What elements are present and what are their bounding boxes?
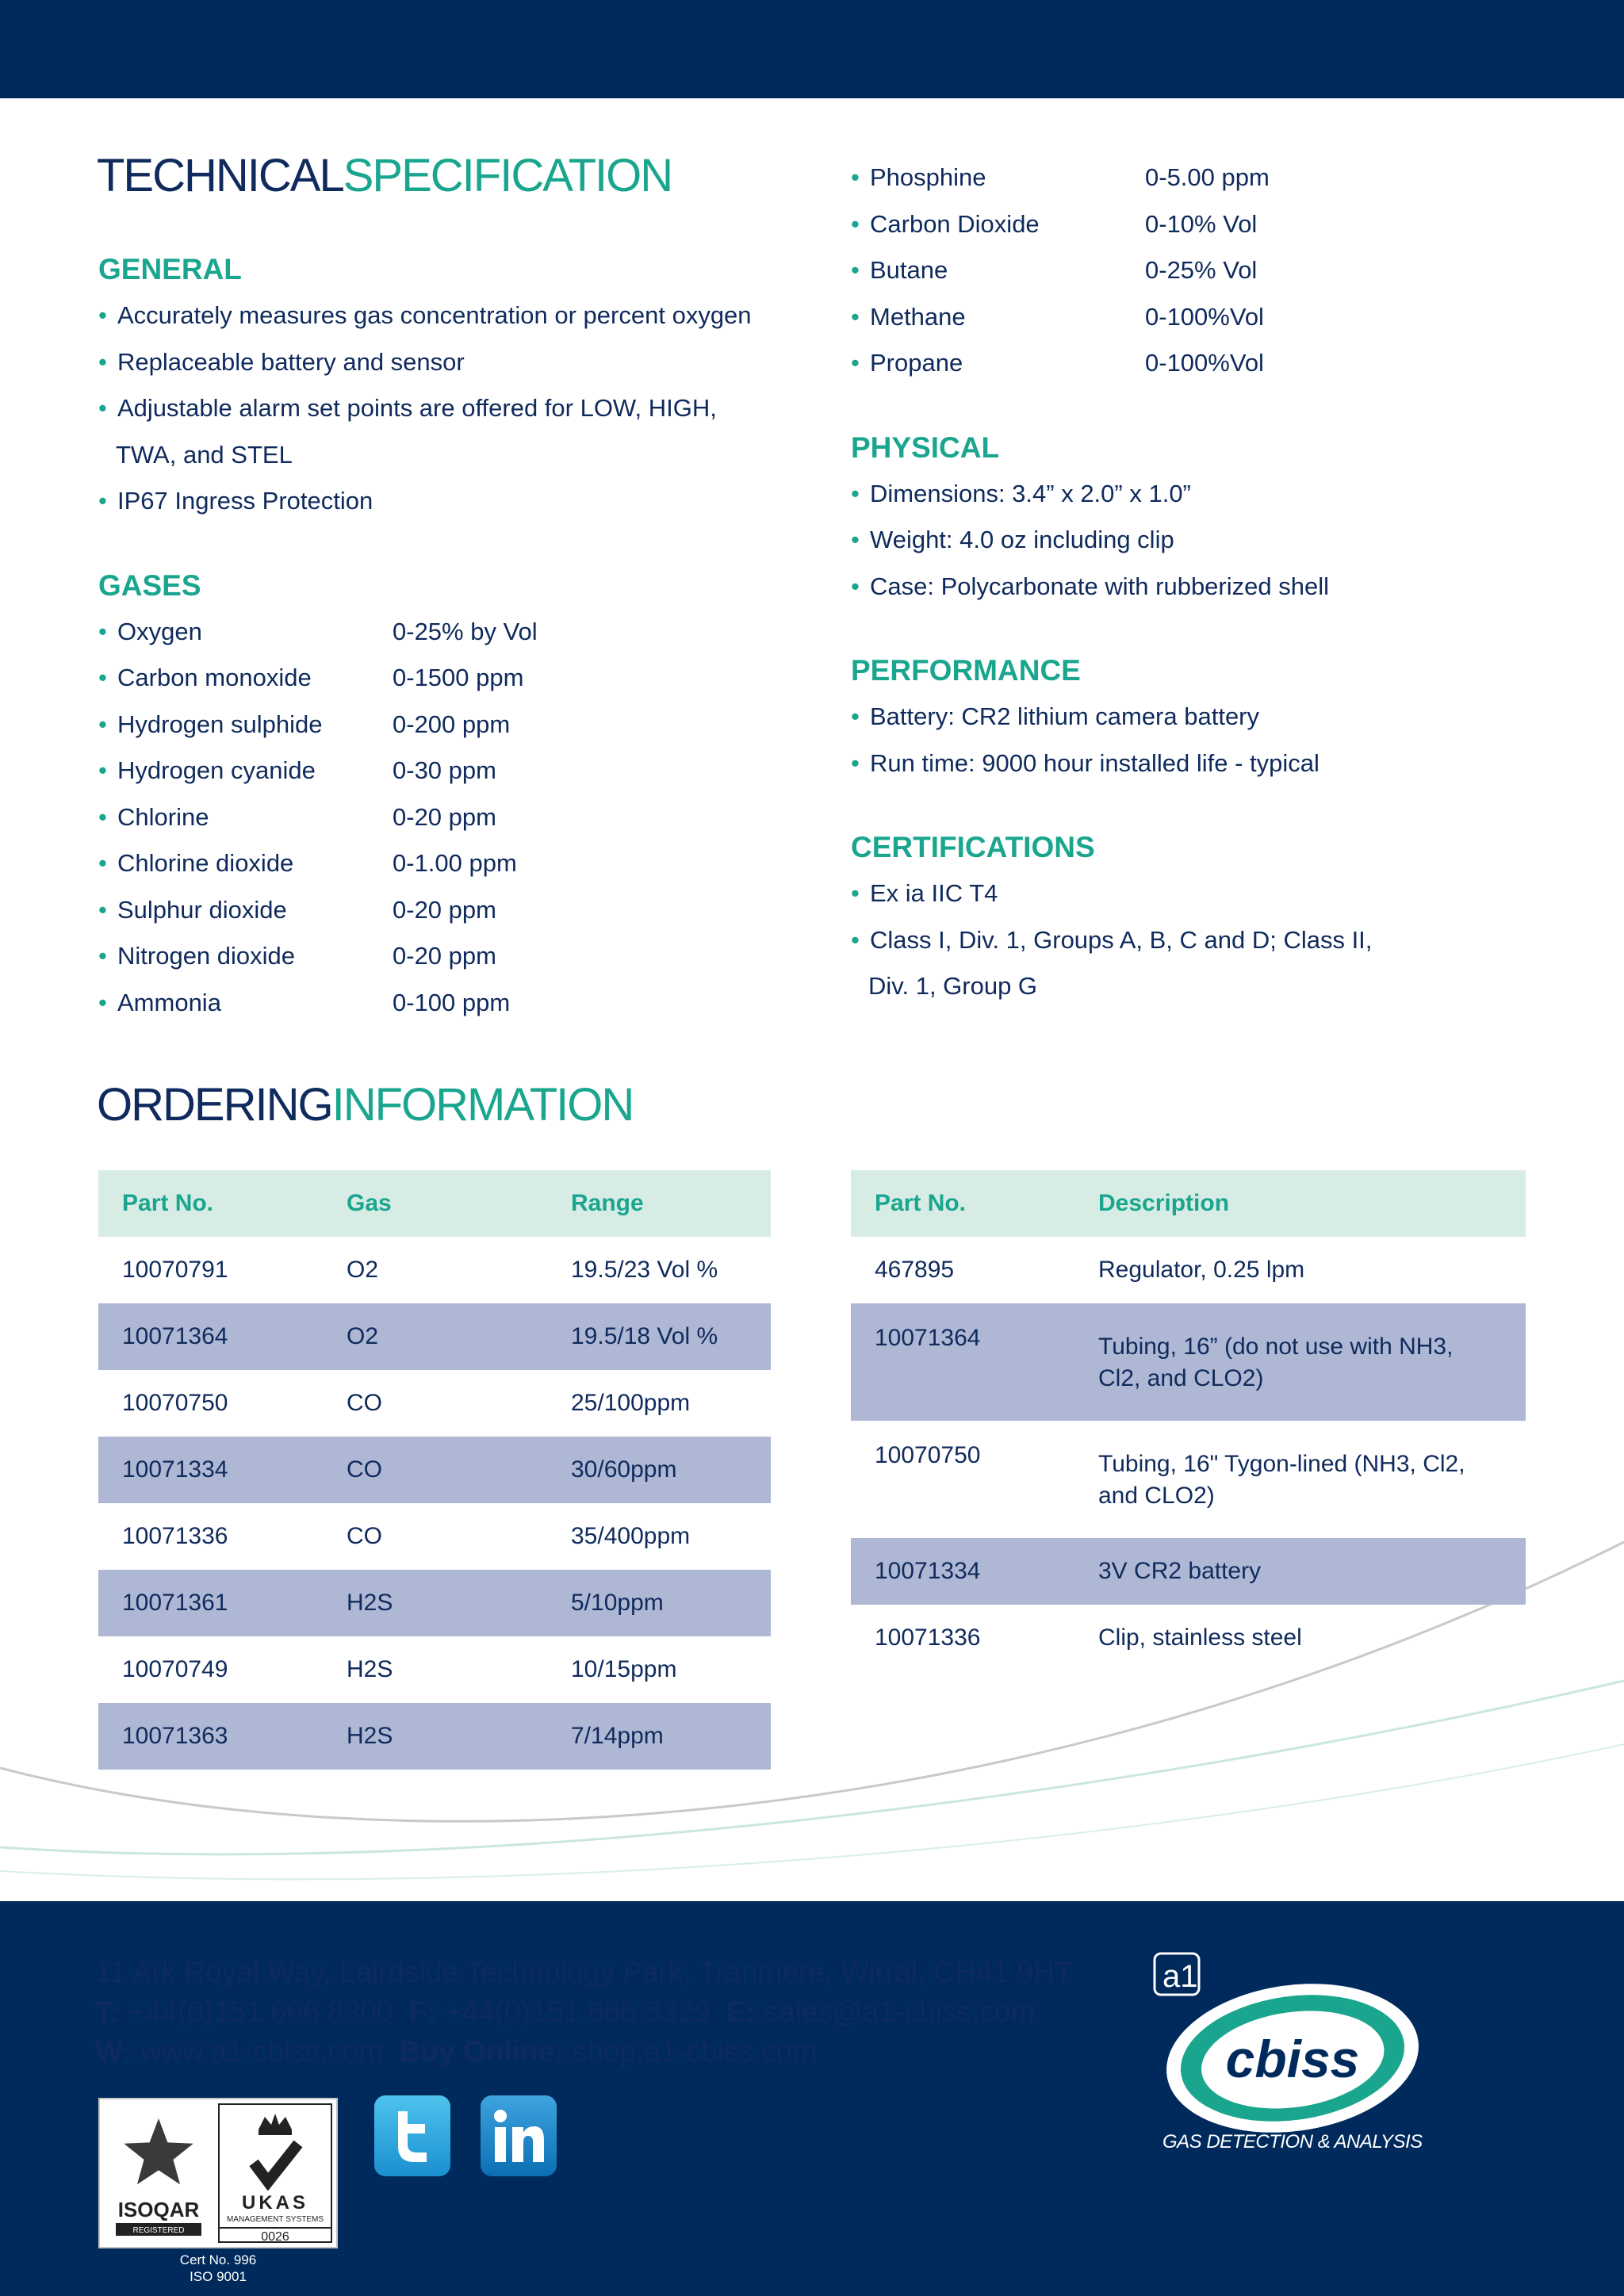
linkedin-icon[interactable] [481,2095,557,2176]
performance-item: • Run time: 9000 hour installed life - typical [851,740,1565,787]
table-row [98,1303,771,1370]
gas-row: • Phosphine 0-5.00 ppm [851,155,1565,201]
gas-cell: H2S [323,1703,547,1770]
range-cell: 10/15ppm [571,1656,677,1682]
table-row [851,1237,1526,1303]
svg-text:MANAGEMENT SYSTEMS: MANAGEMENT SYSTEMS [226,2215,324,2224]
sensor-order-table [98,1170,771,1770]
spec-left-column [98,247,796,1026]
svg-text:0026: 0026 [261,2230,289,2244]
column-header-description: Description [1074,1170,1526,1237]
column-header-part-no: Part No. [98,1170,323,1237]
footer-address: 11 Ark Royal Way, Lairdside Technology Park, Tranmere, Wirral, CH41 9HT [95,1956,1073,1988]
range-cell: 25/100ppm [571,1390,691,1416]
certification-item: • Class I, Div. 1, Groups A, B, C and D; Class II, [851,917,1565,964]
footer-contact-line: T: +44(0)151 666 8300 F: +44(0)151 666 8329 E: sales@a1-cbiss.com [95,1996,1036,2028]
part-no-cell: 10071334 [851,1538,1074,1605]
table-header-row [851,1170,1526,1237]
certificate-number: Cert No. 996 ISO 9001 [179,2252,257,2284]
description-cell: 3V CR2 battery [1074,1538,1526,1605]
general-item: • Adjustable alarm set points are offered for LOW, HIGH, [98,385,796,432]
gas-cell: O2 [323,1303,547,1370]
gas-row: • Hydrogen sulphide 0-200 ppm [98,702,796,748]
table-row [98,1370,771,1437]
gas-cell: H2S [347,1656,393,1682]
gas-row: • Carbon monoxide 0-1500 ppm [98,655,796,702]
physical-item: • Case: Polycarbonate with rubberized shell [851,564,1565,610]
part-no-cell: 10071361 [98,1570,323,1636]
gas-cell: CO [347,1523,382,1549]
general-title: GENERAL [98,253,242,285]
physical-item: • Weight: 4.0 oz including clip [851,517,1565,564]
top-band [0,0,1624,98]
part-no-cell: 10071334 [98,1437,323,1503]
gases-title: GASES [98,568,201,602]
column-header-range: Range [547,1170,771,1237]
range-cell: 35/400ppm [571,1523,691,1549]
svg-text:a1: a1 [1162,1959,1198,1994]
table-row [98,1703,771,1770]
part-no-cell: 10070791 [122,1257,228,1283]
range-cell: 7/14ppm [547,1703,771,1770]
gas-row: • Carbon Dioxide 0-10% Vol [851,201,1565,248]
footer-web-line: W: www.a1-cbiss.com Buy Online: shop.a1-cbiss.com [95,2035,818,2068]
range-cell: 19.5/18 Vol % [547,1303,771,1370]
ukas-logo [219,2104,331,2244]
part-no-cell: 10071363 [98,1703,323,1770]
general-item: • Replaceable battery and sensor [98,339,796,386]
website-link[interactable]: www.a1-cbiss.com [140,2035,384,2068]
gases-list [98,609,796,1027]
description-cell: Regulator, 0.25 lpm [1098,1257,1305,1283]
part-no-cell: 10070749 [122,1656,228,1682]
spec-right-column [851,155,1565,1010]
gas-row: • Methane 0-100%Vol [851,294,1565,341]
part-no-cell: 10071364 [851,1303,1074,1421]
tech-spec-heading: TECHNICALSPECIFICATION [97,150,672,201]
table-row [98,1503,771,1570]
table-row [98,1237,771,1303]
certifications-title: CERTIFICATIONS [851,831,1095,863]
performance-title: PERFORMANCE [851,654,1081,687]
svg-text:cbiss: cbiss [1225,2030,1360,2088]
email-link[interactable]: sales@a1-cbiss.com [764,1996,1036,2028]
table-row [851,1421,1526,1538]
table-header-row [98,1170,771,1237]
logo-tagline: GAS DETECTION & ANALYSIS [1162,2131,1423,2152]
gas-cell: CO [323,1437,547,1503]
gas-row: • Butane 0-25% Vol [851,247,1565,294]
table-row [98,1437,771,1503]
svg-text:REGISTERED: REGISTERED [132,2226,185,2235]
gas-row: • Ammonia 0-100 ppm [98,980,796,1027]
phone-number[interactable]: +44(0)151 666 8300 [128,1996,393,2028]
gas-cell: O2 [347,1257,379,1283]
gas-row: • Hydrogen cyanide 0-30 ppm [98,748,796,794]
description-cell: Clip, stainless steel [1098,1624,1302,1651]
column-header-part-no: Part No. [851,1170,1074,1237]
general-item-continued: TWA, and STEL [116,440,293,469]
table-row [851,1605,1526,1671]
svg-text:UKAS: UKAS [241,2192,309,2214]
gas-cell: H2S [323,1570,547,1636]
accessory-order-table [851,1170,1526,1671]
performance-item: • Battery: CR2 lithium camera battery [851,694,1565,740]
gas-row: • Oxygen 0-25% by Vol [98,609,796,656]
fax-number: +44(0)151 666 8329 [445,1996,710,2028]
description-cell: Tubing, 16" Tygon-lined (NH3, Cl2, and CLO2) [1098,1451,1465,1509]
isoqar-ukas-logos [98,2098,338,2248]
part-no-cell: 10070750 [122,1390,228,1416]
certification-item: • Ex ia IIC T4 [851,871,1565,917]
gas-row: • Propane 0-100%Vol [851,340,1565,387]
gas-row: • Chlorine dioxide 0-1.00 ppm [98,840,796,887]
general-item: • IP67 Ingress Protection [98,478,796,525]
gas-row: • Sulphur dioxide 0-20 ppm [98,887,796,934]
certification-logos [98,2098,338,2248]
physical-title: PHYSICAL [851,430,1000,464]
twitter-icon[interactable] [374,2095,450,2176]
table-row [851,1538,1526,1605]
shop-link[interactable]: shop.a1-cbiss.com [572,2035,818,2068]
range-cell: 30/60ppm [547,1437,771,1503]
table-row [98,1636,771,1703]
gas-row: • Nitrogen dioxide 0-20 ppm [98,933,796,980]
part-no-cell: 10071336 [875,1624,981,1651]
certification-item-continued: Div. 1, Group G [868,972,1038,1000]
gas-row: • Chlorine 0-20 ppm [98,794,796,841]
svg-text:ISOQAR: ISOQAR [117,2198,200,2221]
range-cell: 5/10ppm [547,1570,771,1636]
gases-list-continued [851,155,1565,387]
part-no-cell: 10070750 [875,1442,981,1468]
table-row [851,1303,1526,1421]
description-cell: Tubing, 16” (do not use with NH3, Cl2, and CLO2) [1074,1303,1526,1421]
general-item: • Accurately measures gas concentration or percent oxygen [98,293,796,339]
column-header-gas: Gas [323,1170,547,1237]
part-no-cell: 10071364 [98,1303,323,1370]
range-cell: 19.5/23 Vol % [571,1257,718,1283]
gas-cell: CO [347,1390,382,1416]
ordering-heading: ORDERINGINFORMATION [97,1079,634,1131]
part-no-cell: 10071336 [122,1523,228,1549]
physical-item: • Dimensions: 3.4” x 2.0” x 1.0” [851,471,1565,518]
table-row [98,1570,771,1636]
part-no-cell: 467895 [875,1257,955,1283]
